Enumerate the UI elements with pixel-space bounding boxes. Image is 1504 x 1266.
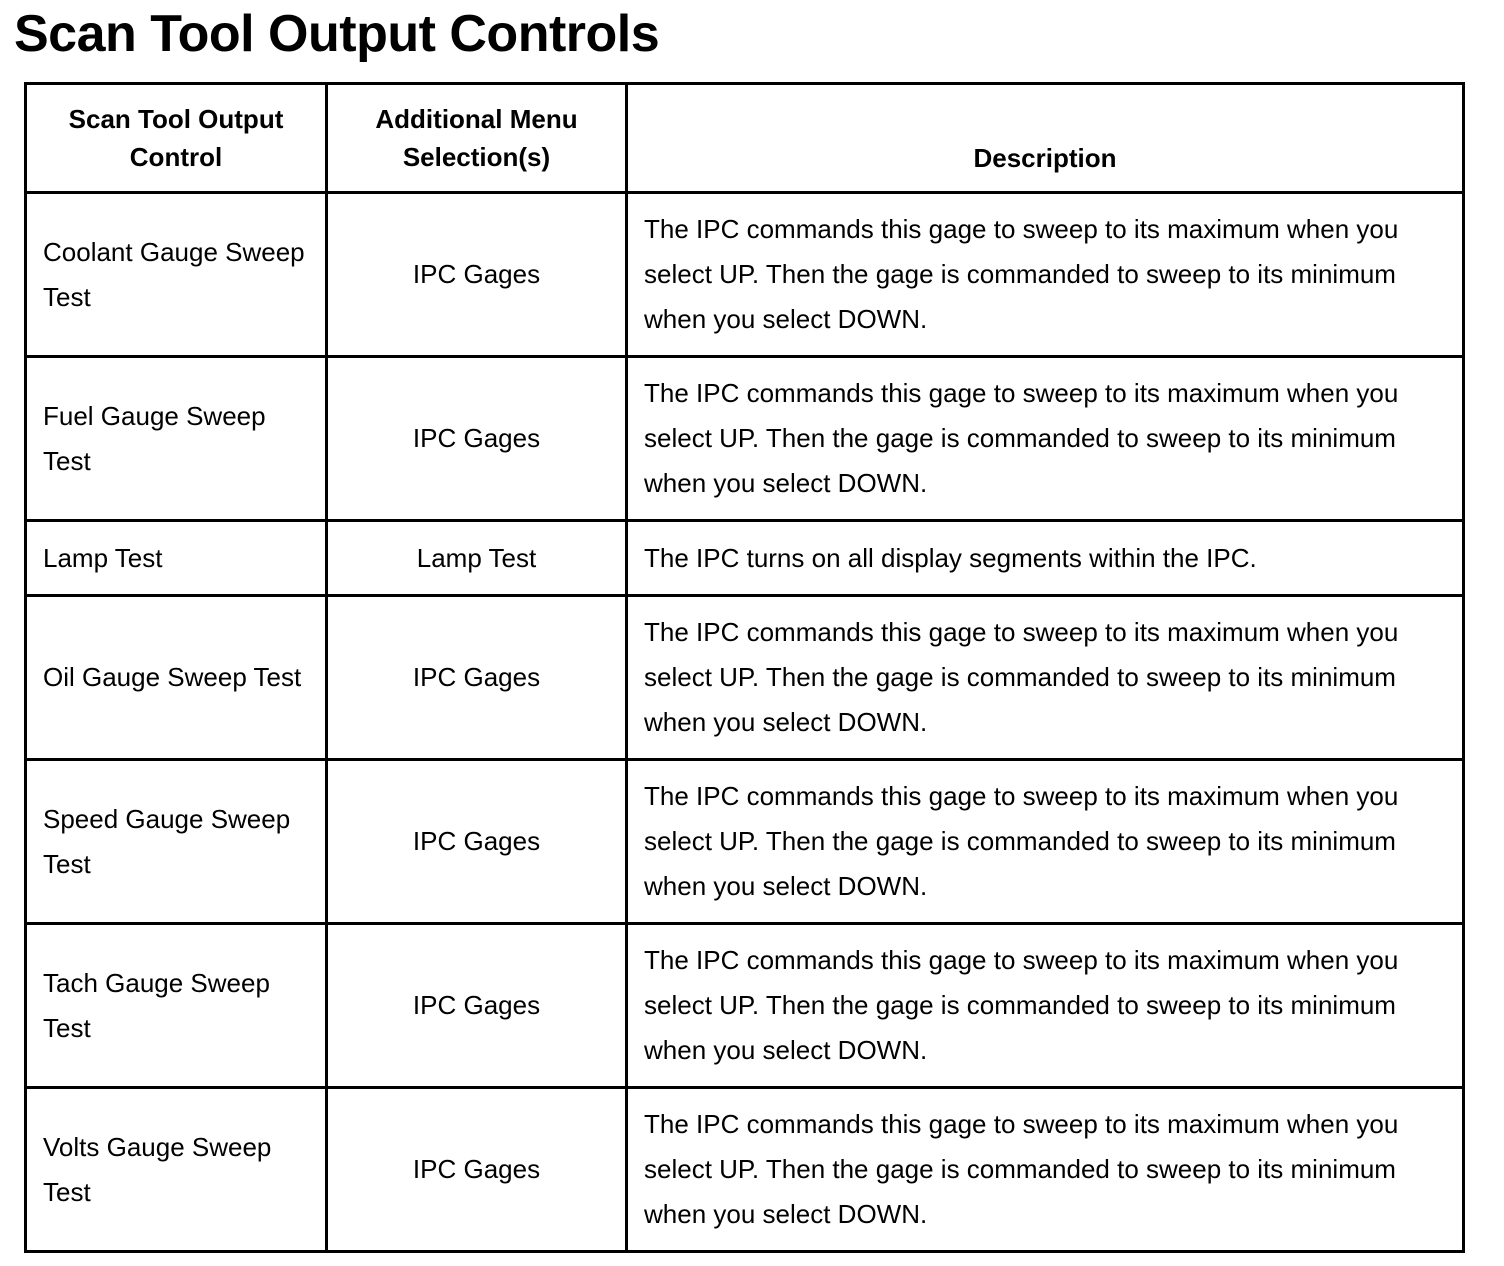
table-row — [26, 1088, 1464, 1252]
cell-control: Tach Gauge Sweep Test — [26, 924, 327, 1088]
cell-description: The IPC commands this gage to sweep to its maximum when you select UP. Then the gage is commanded to sweep to its minimum when you select DOWN. — [627, 193, 1464, 357]
cell-control: Fuel Gauge Sweep Test — [26, 357, 327, 521]
cell-control: Volts Gauge Sweep Test — [26, 1088, 327, 1252]
table-row — [26, 193, 1464, 357]
cell-menu: IPC Gages — [327, 193, 627, 357]
page-title: Scan Tool Output Controls — [14, 5, 660, 63]
cell-description: The IPC commands this gage to sweep to its maximum when you select UP. Then the gage is commanded to sweep to its minimum when you select DOWN. — [627, 760, 1464, 924]
cell-description: The IPC commands this gage to sweep to its maximum when you select UP. Then the gage is commanded to sweep to its minimum when you select DOWN. — [627, 596, 1464, 760]
cell-menu: IPC Gages — [327, 357, 627, 521]
header-description: Description — [627, 84, 1464, 193]
cell-menu: Lamp Test — [327, 521, 627, 596]
cell-menu: IPC Gages — [327, 596, 627, 760]
cell-control: Oil Gauge Sweep Test — [26, 596, 327, 760]
header-control: Scan Tool Output Control — [26, 84, 327, 193]
table-row — [26, 596, 1464, 760]
cell-description: The IPC turns on all display segments within the IPC. — [627, 521, 1464, 596]
cell-menu: IPC Gages — [327, 924, 627, 1088]
cell-control: Coolant Gauge Sweep Test — [26, 193, 327, 357]
table-row — [26, 760, 1464, 924]
table-header-row — [26, 84, 1464, 193]
cell-description: The IPC commands this gage to sweep to its maximum when you select UP. Then the gage is commanded to sweep to its minimum when you select DOWN. — [627, 924, 1464, 1088]
table-row — [26, 357, 1464, 521]
cell-menu: IPC Gages — [327, 1088, 627, 1252]
table-row — [26, 521, 1464, 596]
cell-control: Lamp Test — [26, 521, 327, 596]
cell-menu: IPC Gages — [327, 760, 627, 924]
cell-control: Speed Gauge Sweep Test — [26, 760, 327, 924]
cell-description: The IPC commands this gage to sweep to its maximum when you select UP. Then the gage is commanded to sweep to its minimum when you select DOWN. — [627, 357, 1464, 521]
header-menu: Additional Menu Selection(s) — [327, 84, 627, 193]
table-row — [26, 924, 1464, 1088]
output-controls-table — [24, 82, 1465, 1253]
cell-description: The IPC commands this gage to sweep to its maximum when you select UP. Then the gage is commanded to sweep to its minimum when you select DOWN. — [627, 1088, 1464, 1252]
